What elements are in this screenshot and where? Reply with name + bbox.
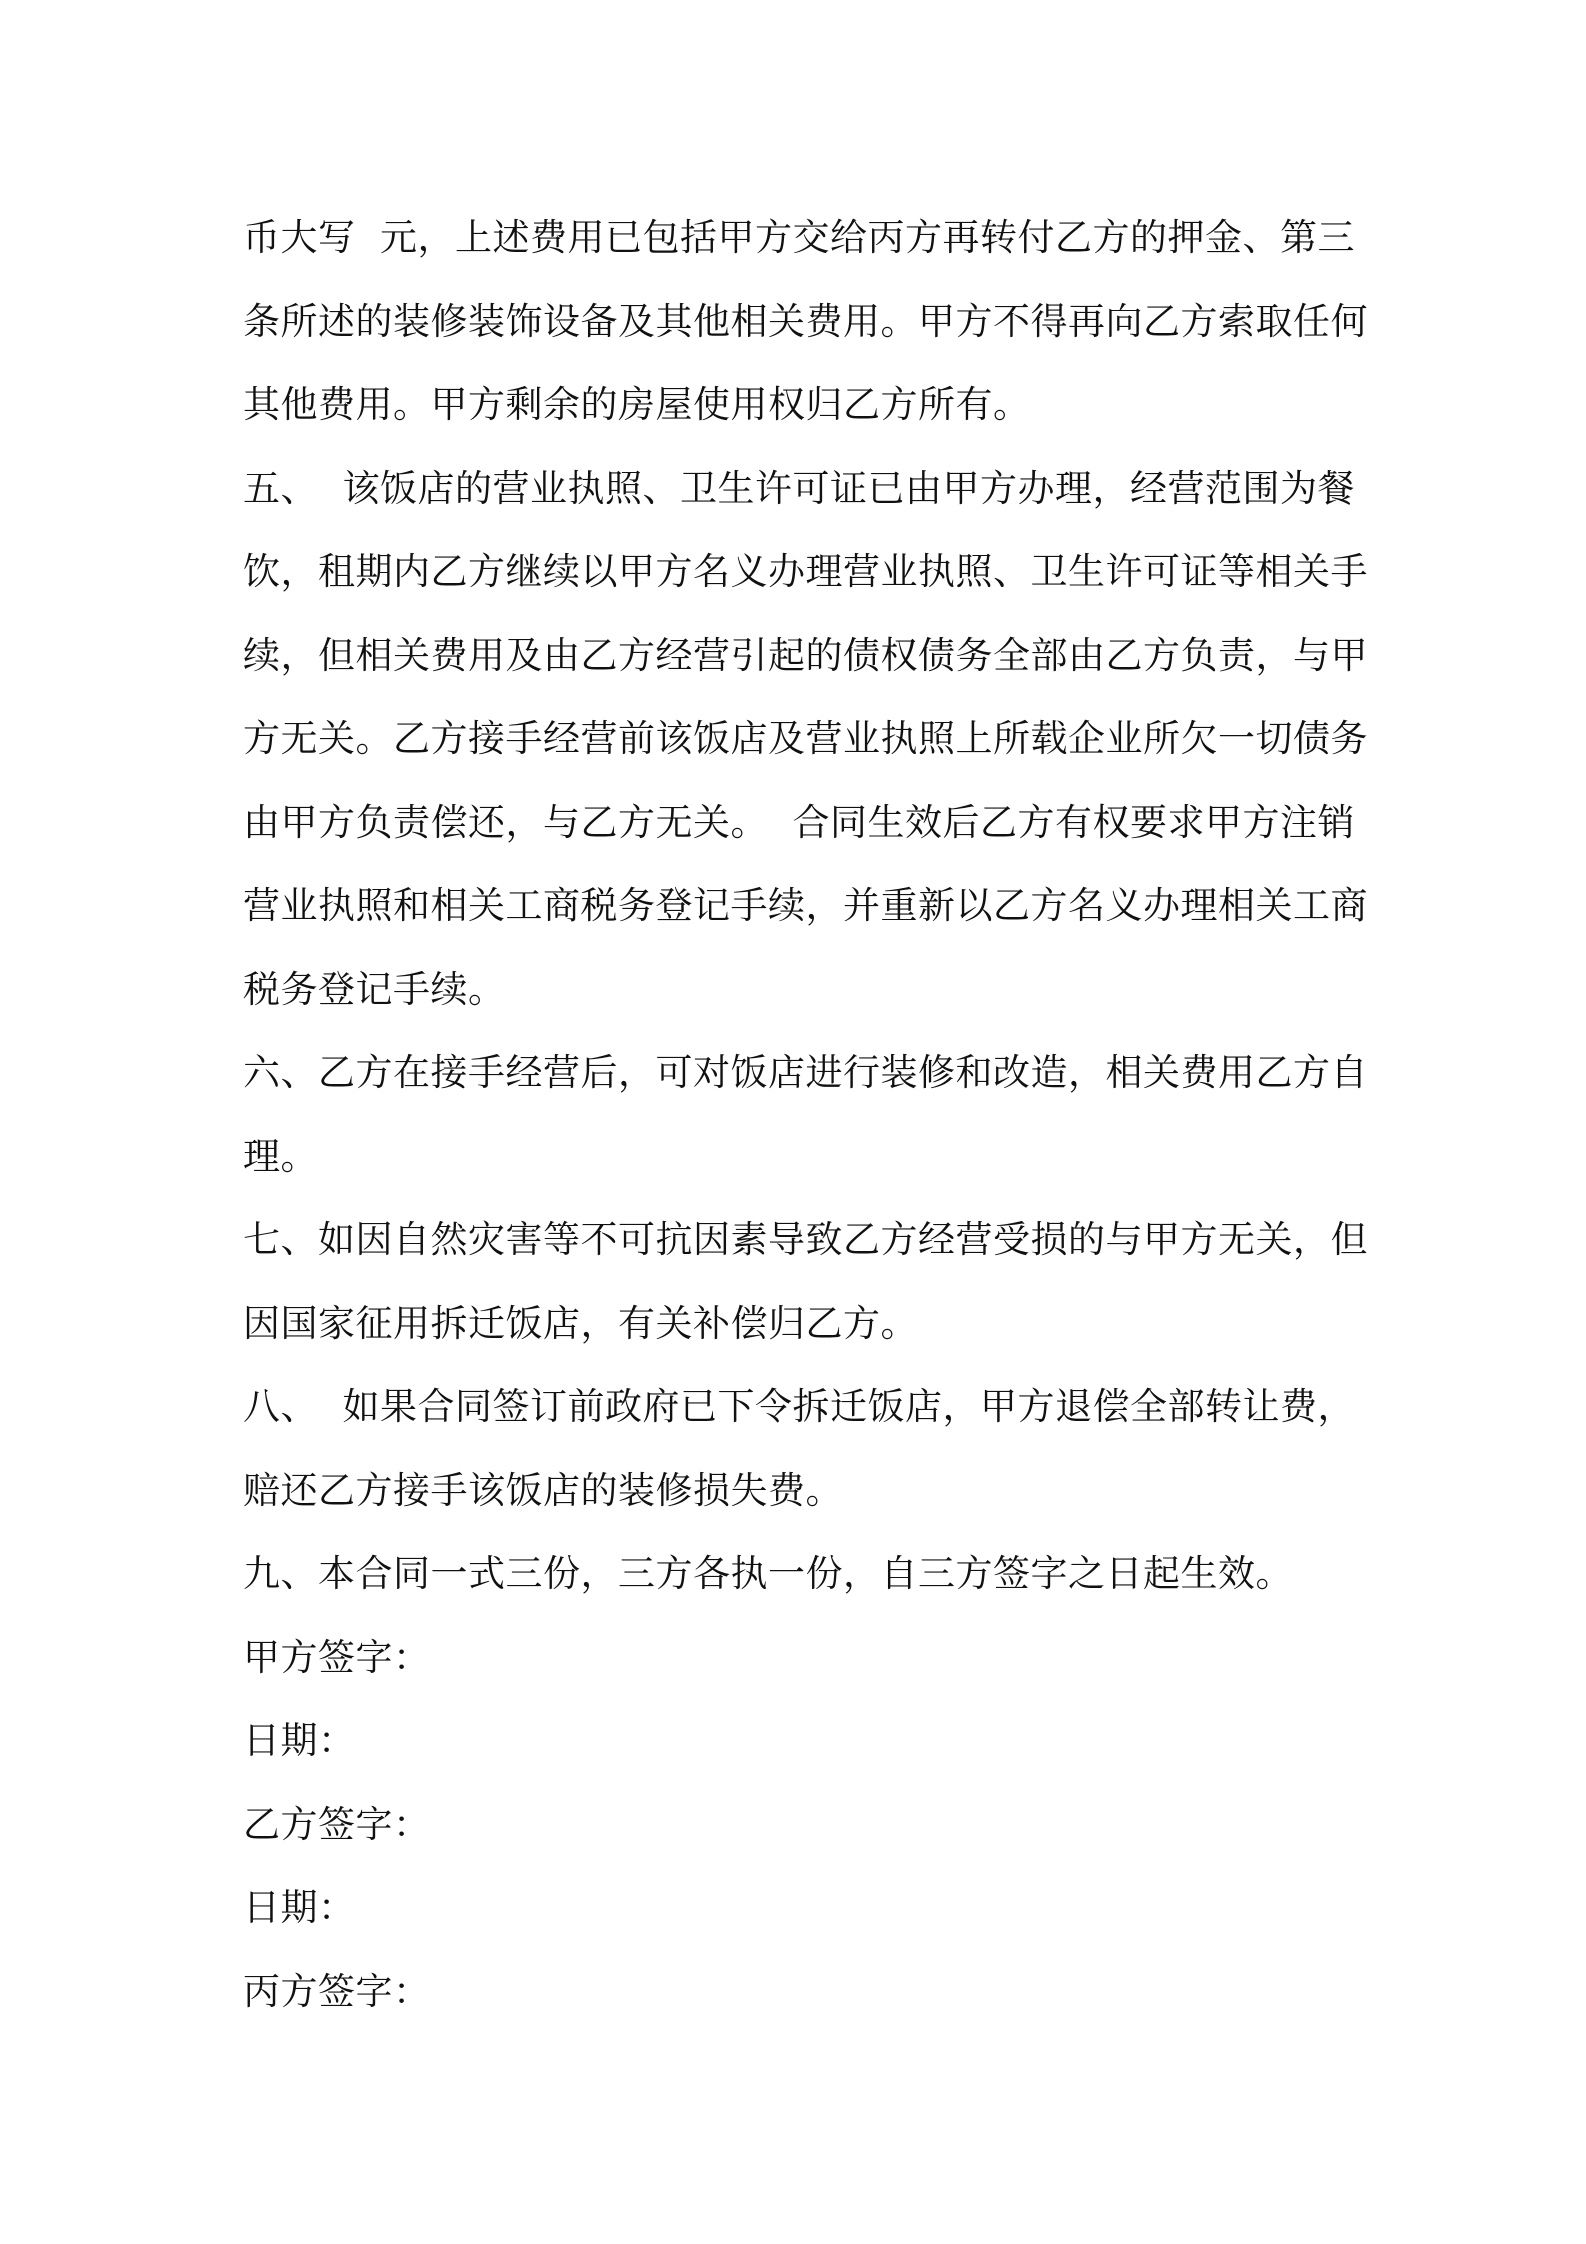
- clause-six-line: 理。: [243, 1134, 318, 1178]
- document-body: [243, 196, 1368, 2033]
- party-a-date-label: 日期：: [243, 1719, 356, 1762]
- clause-five-line: 饮，租期内乙方继续以甲方名义办理营业执照、卫生许可证等相关手: [243, 550, 1368, 593]
- party-b-signature-label: 乙方签字：: [243, 1802, 431, 1846]
- clause-six-line: 六、乙方在接手经营后，可对饭店进行装修和改造，相关费用乙方自: [243, 1051, 1368, 1094]
- paragraph-line: 币大写 元，上述费用已包括甲方交给丙方再转付乙方的押金、第三: [243, 216, 1356, 259]
- paragraph-line: 其他费用。甲方剩余的房屋使用权归乙方所有。: [243, 383, 1031, 426]
- party-a-signature-label: 甲方签字：: [243, 1635, 431, 1679]
- paragraph-line: 条所述的装修装饰设备及其他相关费用。甲方不得再向乙方索取任何: [243, 299, 1368, 343]
- clause-eight-line: 赔还乙方接手该饭店的装修损失费。: [243, 1468, 843, 1512]
- clause-five-line: 营业执照和相关工商税务登记手续，并重新以乙方名义办理相关工商: [243, 884, 1368, 927]
- party-c-signature-label: 丙方签字：: [243, 1969, 431, 2013]
- clause-eight-line: 八、 如果合同签订前政府已下令拆迁饭店，甲方退偿全部转让费，: [243, 1385, 1356, 1428]
- clause-five-line: 税务登记手续。: [243, 967, 506, 1011]
- party-b-date-label: 日期：: [243, 1886, 356, 1929]
- clause-five-line: 方无关。乙方接手经营前该饭店及营业执照上所载企业所欠一切债务: [243, 717, 1368, 760]
- clause-five-line: 五、 该饭店的营业执照、卫生许可证已由甲方办理，经营范围为餐: [243, 466, 1356, 510]
- clause-nine-line: 九、本合同一式三份，三方各执一份，自三方签字之日起生效。: [243, 1552, 1293, 1595]
- signature-block: [243, 1616, 1355, 2034]
- clause-seven-line: 因国家征用拆迁饭店，有关补偿归乙方。: [243, 1301, 918, 1345]
- clause-seven-line: 七、如因自然灾害等不可抗因素导致乙方经营受损的与甲方无关，但: [243, 1218, 1368, 1261]
- clause-five-line: 由甲方负责偿还，与乙方无关。 合同生效后乙方有权要求甲方注销: [243, 800, 1356, 844]
- clause-five-line: 续，但相关费用及由乙方经营引起的债权债务全部由乙方负责，与甲: [243, 633, 1368, 677]
